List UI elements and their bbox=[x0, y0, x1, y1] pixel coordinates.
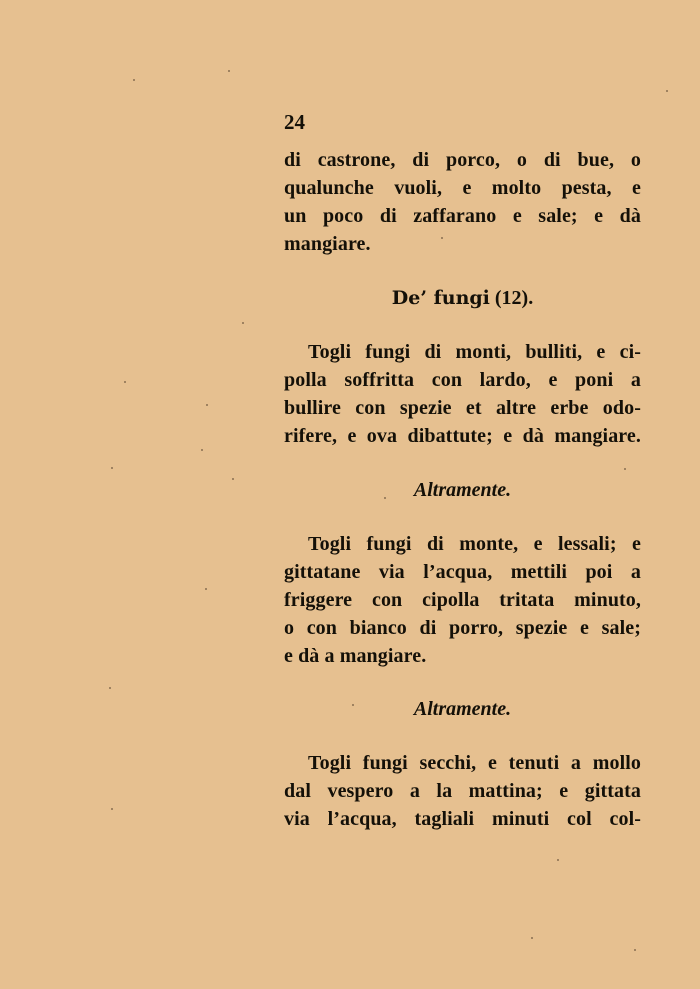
speck bbox=[531, 937, 533, 939]
speck bbox=[441, 237, 443, 239]
text-line: un poco di zaffarano e sale; e dà bbox=[284, 205, 641, 227]
text-line: gittatane via l’acqua, mettili poi a bbox=[284, 561, 641, 583]
text-line: friggere con cipolla tritata minuto, bbox=[284, 589, 641, 611]
speck bbox=[242, 322, 244, 324]
text-line: rifere, e ova dibattute; e dà mangiare. bbox=[284, 425, 641, 447]
text-line: dal vespero a la mattina; e gittata bbox=[284, 780, 641, 802]
paragraph-recipe-1 bbox=[284, 338, 641, 450]
text-line: Togli fungi di monti, bulliti, e ci- bbox=[308, 341, 641, 363]
text-line: bullire con spezie et altre erbe odo- bbox=[284, 397, 641, 419]
text-line: Togli fungi di monte, e lessali; e bbox=[308, 533, 641, 555]
speck bbox=[133, 79, 135, 81]
heading-note-ref: (12). bbox=[494, 287, 534, 309]
page-number: 24 bbox=[284, 110, 305, 134]
speck bbox=[557, 859, 559, 861]
text-line: qualunche vuoli, e molto pesta, e bbox=[284, 177, 641, 199]
text-line: via l’acqua, tagliali minuti col col- bbox=[284, 808, 641, 830]
recipe-heading-altramente bbox=[284, 475, 641, 505]
speck bbox=[634, 949, 636, 951]
speck bbox=[201, 449, 203, 451]
speck bbox=[206, 404, 208, 406]
speck bbox=[228, 70, 230, 72]
speck bbox=[109, 687, 111, 689]
speck bbox=[124, 381, 126, 383]
speck bbox=[232, 478, 234, 480]
recipe-heading-altramente bbox=[284, 694, 641, 724]
recipe-heading-fungi bbox=[284, 283, 641, 313]
heading-title: Altramente. bbox=[413, 479, 512, 501]
paragraph-recipe-2 bbox=[284, 530, 641, 670]
heading-title: Altramente. bbox=[413, 698, 512, 720]
speck bbox=[205, 588, 207, 590]
speck bbox=[666, 90, 668, 92]
text-line: Togli fungi secchi, e tenuti a mollo bbox=[308, 752, 641, 774]
paragraph-continuation bbox=[284, 146, 641, 258]
speck bbox=[384, 497, 386, 499]
speck bbox=[624, 468, 626, 470]
text-line: o con bianco di porro, spezie e sale; bbox=[284, 617, 641, 639]
text-line: e dà a mangiare. bbox=[284, 645, 427, 667]
text-line: polla soffritta con lardo, e poni a bbox=[284, 369, 641, 391]
paragraph-recipe-3 bbox=[284, 749, 641, 833]
text-line: mangiare. bbox=[284, 233, 371, 255]
speck bbox=[352, 704, 354, 706]
speck bbox=[111, 808, 113, 810]
text-line: di castrone, di porco, o di bue, o bbox=[284, 149, 641, 171]
heading-title: De’ fungi bbox=[391, 287, 490, 309]
speck bbox=[111, 467, 113, 469]
